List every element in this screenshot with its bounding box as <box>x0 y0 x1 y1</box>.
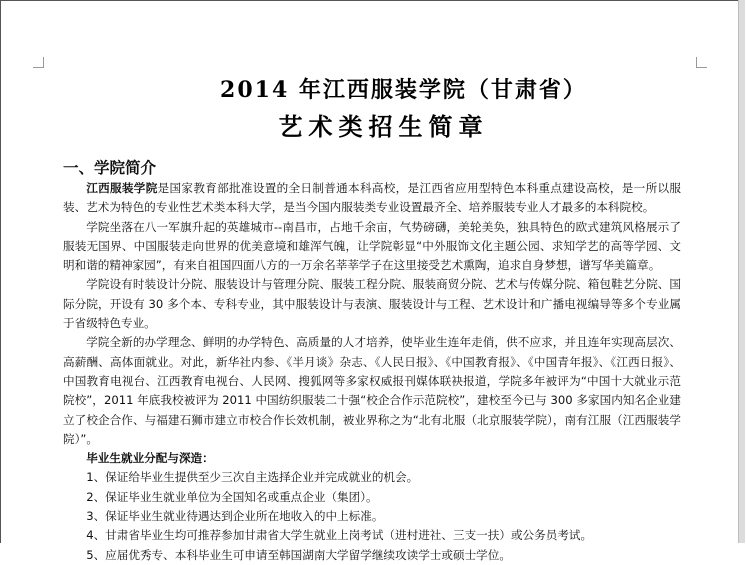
document-subtitle: 艺术类招生简章 <box>278 112 489 141</box>
departments-paragraph: 学院设有时装设计分院、服装设计与管理分院、服装工程分院、服装商贸分院、艺术与传媒分院、箱包鞋艺分院、国际分院，开设有 30 多个本、专科专业，其中服装设计与表演、服装设计与工程、艺术设计和广播电视编导等多个专业属于省级特色专业。 <box>63 277 681 331</box>
employment-item: 2、保证毕业生就业单位为全国知名或重点企业（集团）。 <box>86 489 378 504</box>
employment-item: 5、应届优秀专、本科毕业生可申请至韩国湖南大学留学继续攻读学士或硕士学位。 <box>86 547 511 562</box>
margin-corner-mark-top-left <box>33 57 44 68</box>
vertical-scrollbar[interactable] <box>738 0 745 543</box>
campus-paragraph: 学院坐落在八一军旗升起的英雄城市--南昌市，占地千余亩，气势磅礴，美轮美奂，独具特色的欧式建筑风格展示了服装无国界、中国服装走向世界的优美意境和雄浑气魄，让学院彰显“中外服饰文化主题公园、求知学艺的高等学园、文明和谐的精神家园”，有来自祖国四面八方的一万余名莘莘学子在这里接受艺术熏陶，追求自身梦想，谱写华美篇章。 <box>63 219 681 273</box>
intro-text: 是国家教育部批准设置的全日制普通本科高校，是江西省应用型特色本科重点建设高校，是一所以服装、艺术为特色的专业性艺术类本科大学，是当今国内服装类专业设置最齐全、培养服装专业人才最多的本科院校。 <box>63 181 681 215</box>
employment-item: 4、甘肃省毕业生均可推荐参加甘肃省大学生就业上岗考试（进村进社、三支一扶）或公务员考试。 <box>86 528 593 543</box>
employment-paragraph: 学院全新的办学理念、鲜明的办学特色、高质量的人才培养，使毕业生连年走俏，供不应求，并且连年实现高层次、高薪酬、高体面就业。对此，新华社内参、《半月谈》杂志、《人民日报》、《中国教育报》、《中国青年报》、《江西日报》、中国教育电视台、江西教育电视台、人民网、搜狐网等多家权威报刊媒体联袂报道，学院多年被评为“中国十大就业示范院校”，2011 年底我校被评为 2011 中国纺织服装二十强“校企合作示范院校”，建校至今已与 300 多家国内知名企业建立了校企合作、与福建石狮市建立市校合作长效机制，被业界称之为“北有北服（北京服装学院），南有江服（江西服装学院）”。 <box>63 335 681 446</box>
employment-item: 1、保证给毕业生提供至少三次自主选择企业并完成就业的机会。 <box>86 470 419 485</box>
employment-heading: 毕业生就业分配与深造： <box>86 451 214 466</box>
section-body <box>63 179 681 565</box>
section-heading-intro: 一、学院简介 <box>63 158 157 177</box>
school-name: 江西服装学院 <box>86 181 158 195</box>
document-title: 2014 年江西服装学院（甘肃省） <box>220 77 587 103</box>
margin-corner-mark-top-right <box>696 57 707 68</box>
intro-paragraph <box>63 179 681 218</box>
employment-item: 3、保证毕业生就业待遇达到企业所在地收入的中上标准。 <box>86 509 384 524</box>
